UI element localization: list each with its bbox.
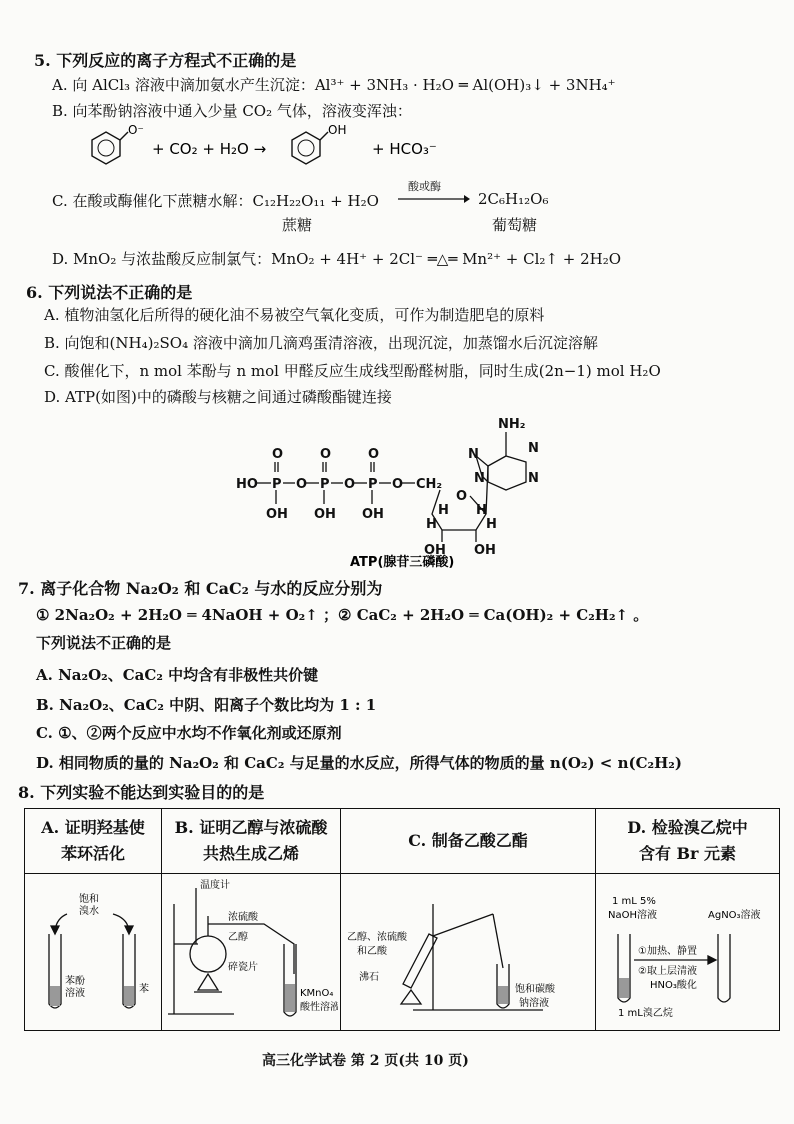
q5-b-end: + HCO₃⁻ (372, 140, 437, 158)
label-bromine-2: 溴水 (79, 906, 99, 917)
phenolate-o-label: O⁻ (128, 124, 144, 137)
q7-equations: ① 2Na₂O₂ + 2H₂O ═ 4NaOH + O₂↑ ；② CaC₂ + 2H₂O ═ Ca(OH)₂ + C₂H₂↑ 。 (36, 606, 649, 624)
q8-apparatus-b (162, 874, 341, 1031)
atp-p1-label: P (272, 477, 282, 492)
page-footer: 高三化学试卷 第 2 页(共 10 页) (262, 1053, 469, 1069)
label-bromine-1: 饱和 (79, 894, 99, 905)
q6-option-c: C. 酸催化下，n mol 苯酚与 n mol 甲醛反应生成线型酚醛树脂，同时生成(2n−1) mol H₂O (44, 362, 661, 380)
atp-o-bridge3: O (392, 477, 404, 492)
aromatic-circle-icon (98, 140, 114, 156)
ethylene-generation-diagram (164, 874, 338, 1022)
label-hno3: HNO₃酸化 (649, 980, 697, 991)
atp-h2: H (486, 517, 497, 532)
atp-n4: N (474, 471, 485, 486)
atp-oh-3: OH (362, 507, 384, 522)
q7-option-c: C. ①、②两个反应中水均不作氧化剂或还原剂 (36, 724, 342, 742)
q8-header-a: A. 证明羟基使 苯环活化 (25, 809, 162, 874)
atp-n2: N (528, 441, 539, 456)
label-agno3: AgNO₃溶液 (707, 910, 761, 921)
atp-oh-2: OH (314, 507, 336, 522)
bromoethane-test-diagram (598, 874, 778, 1022)
q5-phenolate-equation (72, 124, 492, 182)
atp-oh-4: OH (424, 543, 446, 558)
atp-ribose-o: O (456, 489, 468, 504)
atp-n1: N (468, 447, 479, 462)
q7-stem: 7. 离子化合物 Na₂O₂ 和 CaC₂ 与水的反应分别为 (18, 579, 383, 598)
q8-stem: 8. 下列实验不能达到实验目的的是 (18, 783, 265, 802)
label-benzene: 苯 (139, 984, 149, 995)
atp-n3: N (528, 471, 539, 486)
label-acidic-solution: 酸性溶液 (300, 1002, 338, 1013)
q5-c-sucrose-label: 蔗糖 (282, 216, 313, 234)
atp-ho-label: HO (236, 477, 258, 492)
label-naoh-1: 1 mL 5% (611, 896, 656, 907)
atp-caption: ATP(腺苷三磷酸) (350, 555, 455, 570)
label-na2co3-1: 饱和碳酸 (515, 984, 555, 995)
label-h2so4: 浓硫酸 (228, 912, 258, 923)
q5-c-glucose-label: 葡萄糖 (492, 216, 538, 234)
atp-o-bridge2: O (344, 477, 356, 492)
q5-option-a: A. 向 AlCl₃ 溶液中滴加氨水产生沉淀：Al³⁺ + 3NH₃ · H₂O ═ Al(OH)₃↓ + 3NH₄⁺ (52, 76, 616, 94)
q8-apparatus-d (596, 874, 780, 1031)
label-na2co3-2: 钠溶液 (519, 998, 549, 1009)
benzene-ring-icon (92, 132, 120, 164)
atp-p2-label: P (320, 477, 330, 492)
q7-substem: 下列说法不正确的是 (36, 634, 172, 652)
q6-option-d: D. ATP(如图)中的磷酸与核糖之间通过磷酸酯键连接 (44, 388, 392, 406)
q7-option-a: A. Na₂O₂、CaC₂ 中均含有非极性共价键 (36, 666, 319, 684)
atp-structure-diagram (230, 410, 560, 570)
atp-h3: H (438, 503, 449, 518)
q6-option-a: A. 植物油氢化后所得的硬化油不易被空气氧化变质，可作为制造肥皂的原料 (44, 306, 545, 324)
q5-c-arrow-label: 酸或酶 (408, 180, 441, 193)
q8-header-c: C. 制备乙酸乙酯 (341, 809, 596, 874)
label-ethanol: 乙醇 (228, 932, 248, 943)
label-step1: ①加热、静置 (637, 946, 697, 957)
atp-h1: H (426, 517, 437, 532)
q8-header-b: B. 证明乙醇与浓硫酸 共热生成乙烯 (162, 809, 341, 874)
q7-option-d: D. 相同物质的量的 Na₂O₂ 和 CaC₂ 与足量的水反应，所得气体的物质的量 n(O₂) < n(C₂H₂) (36, 754, 682, 772)
q8-experiment-table (24, 808, 780, 1031)
atp-o-top2: O (320, 447, 332, 462)
label-phenol-2: 溶液 (65, 988, 85, 999)
ethyl-acetate-prep-diagram (343, 874, 593, 1022)
atp-o-bridge1: O (296, 477, 308, 492)
q5-option-c-right: 2C₆H₁₂O₆ (478, 190, 549, 208)
q8-header-d: D. 检验溴乙烷中 含有 Br 元素 (596, 809, 780, 874)
aromatic-circle-icon (298, 140, 314, 156)
atp-o-top1: O (272, 447, 284, 462)
q6-stem: 6. 下列说法不正确的是 (26, 283, 193, 302)
test-tube-bromine-diagram (27, 874, 159, 1022)
atp-p3-label: P (368, 477, 378, 492)
q5-b-middle: + CO₂ + H₂O → (152, 140, 267, 158)
q8-apparatus-a (25, 874, 162, 1031)
atp-o-top3: O (368, 447, 380, 462)
q5-stem: 5. 下列反应的离子方程式不正确的是 (34, 51, 297, 70)
phenol-oh-label: OH (328, 124, 347, 137)
label-phenol-1: 苯酚 (65, 976, 85, 987)
label-reagents-1: 乙醇、浓硫酸 (347, 932, 407, 943)
q5-option-d: D. MnO₂ 与浓盐酸反应制氯气：MnO₂ + 4H⁺ + 2Cl⁻ ═△═ Mn²⁺ + Cl₂↑ + 2H₂O (52, 250, 622, 268)
atp-h4: H (476, 503, 487, 518)
atp-nh2-label: NH₂ (498, 417, 526, 432)
label-thermometer: 温度计 (200, 880, 230, 891)
q5-option-c-left: C. 在酸或酶催化下蔗糖水解：C₁₂H₂₂O₁₁ + H₂O (52, 192, 379, 210)
q6-option-b: B. 向饱和(NH₄)₂SO₄ 溶液中滴加几滴鸡蛋清溶液，出现沉淀，加蒸馏水后沉淀溶解 (44, 334, 598, 352)
q5-option-b-intro: B. 向苯酚钠溶液中通入少量 CO₂ 气体，溶液变浑浊： (52, 102, 412, 120)
atp-oh-5: OH (474, 543, 496, 558)
label-porcelain: 碎瓷片 (228, 962, 258, 973)
q7-option-b: B. Na₂O₂、CaC₂ 中阴、阳离子个数比均为 1 : 1 (36, 696, 377, 714)
reaction-arrow-icon (396, 193, 470, 205)
benzene-ring-icon (292, 132, 320, 164)
label-boiling-chips: 沸石 (359, 972, 379, 983)
label-bromoethane: 1 mL溴乙烷 (617, 1008, 673, 1019)
q8-apparatus-c (341, 874, 596, 1031)
atp-ch2-label: CH₂ (416, 477, 443, 492)
label-step2: ②取上层清液 (637, 966, 697, 977)
atp-oh-1: OH (266, 507, 288, 522)
label-naoh-2: NaOH溶液 (607, 910, 657, 921)
label-reagents-2: 和乙酸 (357, 946, 387, 957)
label-kmno4: KMnO₄ (300, 988, 334, 999)
